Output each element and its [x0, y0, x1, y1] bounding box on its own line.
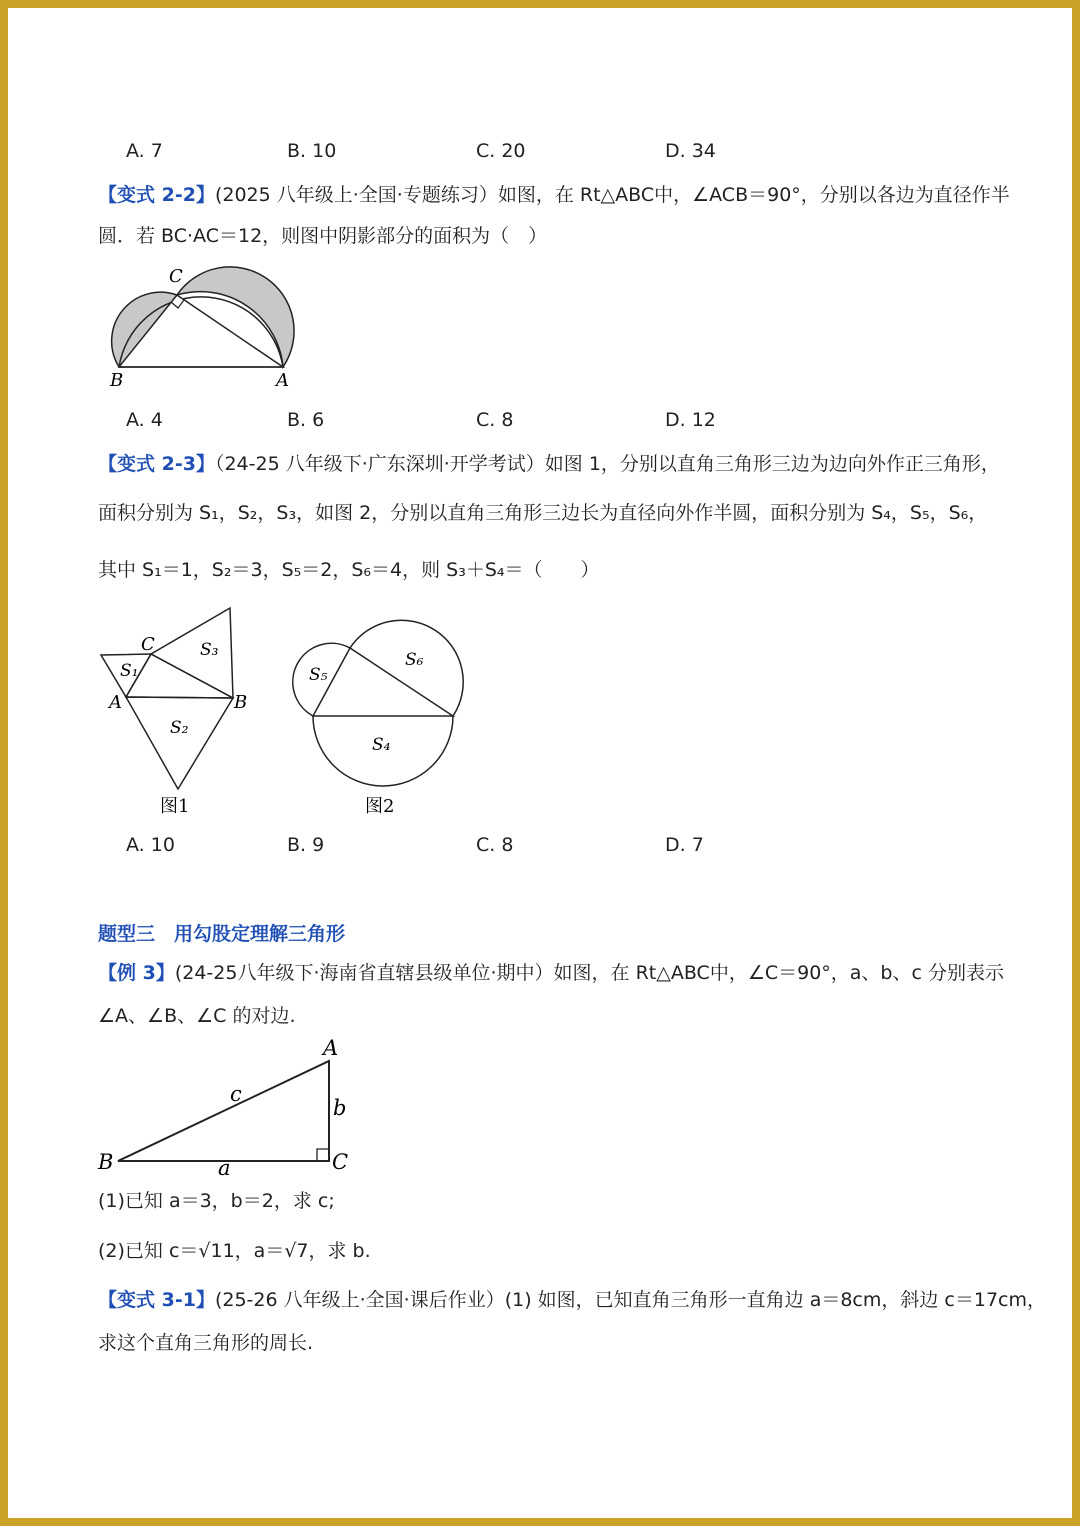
v22-label-a: A	[276, 370, 289, 390]
v31-text1: (25-26 八年级上·全国·课后作业）(1) 如图，已知直角三角形一直角边 a＝8cm，斜边 c＝17cm，	[214, 1289, 1046, 1311]
fig1-label-b: B	[234, 692, 248, 713]
v22-line1	[98, 183, 1010, 207]
v23-figure1	[90, 600, 260, 825]
q1-option-c: C. 20	[476, 140, 526, 162]
ex3-vertex-c: C	[332, 1150, 349, 1174]
section-title: 题型三 用勾股定理解三角形	[98, 923, 346, 945]
fig1-triangle-s3	[151, 608, 233, 698]
ex3-figure	[90, 1035, 370, 1180]
fig1-triangle-s2	[126, 697, 233, 789]
v23-option-c: C. 8	[476, 834, 514, 856]
v22-tag: 【变式 2-2】	[98, 184, 215, 206]
v23-line2: 面积分别为 S₁，S₂，S₃，如图 2，分别以直角三角形三边长为直径向外作半圆，面积分别为 S₄，S₅，S₆，	[98, 502, 988, 524]
fig2-label-s6: S₆	[405, 650, 424, 670]
q1-option-b: B. 10	[287, 140, 337, 162]
fig2-label-s5: S₅	[309, 665, 328, 685]
v22-label-b: B	[110, 370, 124, 390]
ex3-question-2: (2)已知 c＝√11，a＝√7，求 b.	[98, 1240, 371, 1262]
v23-figure2	[285, 610, 475, 825]
fig1-label-s3: S₃	[200, 640, 219, 660]
v23-text1: （24-25 八年级下·广东深圳·开学考试）如图 1，分别以直角三角形三边为边向外作正三角形，	[214, 453, 1000, 475]
v31-tag: 【变式 3-1】	[98, 1289, 215, 1311]
ex3-triangle	[118, 1061, 329, 1161]
q1-option-d: D. 34	[665, 140, 716, 162]
v22-label-c: C	[169, 266, 183, 287]
ex3-tag: 【例 3】	[98, 962, 175, 984]
v23-tag: 【变式 2-3】	[98, 453, 215, 475]
fig2-label-s4: S₄	[372, 735, 391, 755]
ex3-line1	[98, 961, 1004, 985]
v22-figure	[90, 255, 310, 390]
ex3-right-angle	[317, 1149, 329, 1161]
ex3-text1: (24-25八年级下·海南省直辖县级单位·期中）如图，在 Rt△ABC中，∠C＝90°，a、b、c 分别表示	[174, 962, 1004, 984]
ex3-side-a: a	[218, 1156, 231, 1180]
ex3-vertex-b: B	[98, 1150, 114, 1174]
fig1-label-c: C	[141, 634, 155, 655]
ex3-line2: ∠A、∠B、∠C 的对边.	[98, 1005, 296, 1027]
ex3-question-1: (1)已知 a＝3，b＝2，求 c;	[98, 1190, 335, 1212]
v23-option-a: A. 10	[126, 834, 175, 856]
v31-line2: 求这个直角三角形的周长.	[98, 1332, 314, 1354]
fig1-right-triangle	[126, 654, 233, 698]
v22-option-a: A. 4	[126, 409, 163, 431]
fig1-label-s2: S₂	[170, 718, 189, 738]
fig1-label-s1: S₁	[120, 661, 139, 681]
q1-option-a: A. 7	[126, 140, 163, 162]
ex3-side-c: c	[230, 1082, 242, 1106]
v23-line3: 其中 S₁＝1，S₂＝3，S₅＝2，S₆＝4，则 S₃＋S₄＝（ ）	[98, 559, 600, 581]
fig1-label-a: A	[109, 692, 122, 713]
v22-line2: 圆．若 BC·AC＝12，则图中阴影部分的面积为（ ）	[98, 225, 548, 247]
fig2-caption: 图2	[365, 796, 395, 817]
v23-option-b: B. 9	[287, 834, 325, 856]
v22-option-c: C. 8	[476, 409, 514, 431]
v22-option-b: B. 6	[287, 409, 325, 431]
ex3-vertex-a: A	[323, 1036, 339, 1060]
fig2-right-triangle	[313, 648, 453, 716]
v22-option-d: D. 12	[665, 409, 716, 431]
ex3-side-b: b	[333, 1096, 347, 1120]
v31-line1	[98, 1288, 1046, 1312]
v22-text1: (2025 八年级上·全国·专题练习）如图，在 Rt△ABC中，∠ACB＝90°，分别以各边为直径作半	[214, 184, 1010, 206]
fig1-caption: 图1	[160, 796, 190, 817]
v23-line1	[98, 452, 1000, 476]
v23-option-d: D. 7	[665, 834, 704, 856]
